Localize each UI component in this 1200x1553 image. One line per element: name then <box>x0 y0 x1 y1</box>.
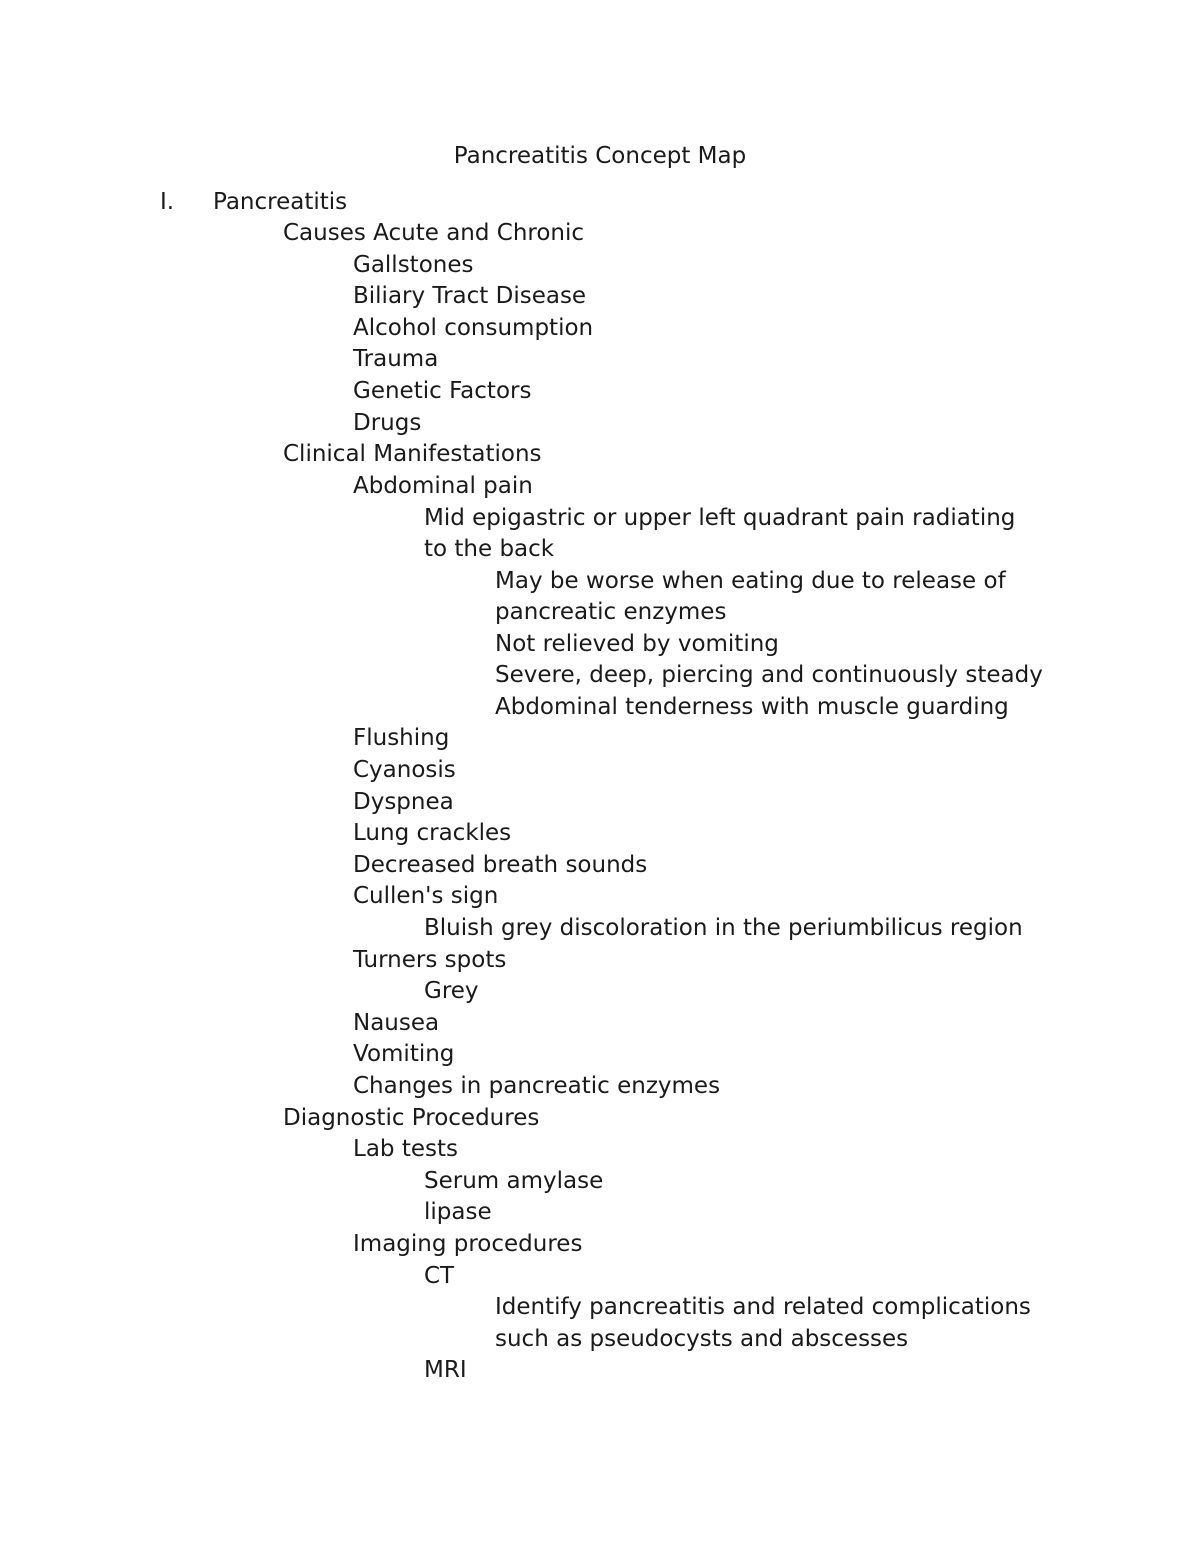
outline-text: Turners spots <box>353 947 507 973</box>
outline-text: Not relieved by vomiting <box>495 631 779 657</box>
outline-marker: I. <box>160 189 175 215</box>
outline-text: Clinical Manifestations <box>283 441 542 467</box>
page-title: Pancreatitis Concept Map <box>453 143 747 169</box>
outline-text: Vomiting <box>353 1041 455 1067</box>
outline-text: Grey <box>424 978 479 1004</box>
outline-text: Abdominal pain <box>353 473 533 499</box>
outline-text: Lab tests <box>353 1136 458 1162</box>
outline-text: Abdominal tenderness with muscle guarding <box>495 694 1009 720</box>
outline-text: Causes Acute and Chronic <box>283 220 585 246</box>
outline-text: Imaging procedures <box>353 1231 583 1257</box>
outline-text: Nausea <box>353 1010 440 1036</box>
outline-text: Dyspnea <box>353 789 454 815</box>
outline-text-continued: such as pseudocysts and abscesses <box>495 1326 909 1352</box>
outline-text: Pancreatitis <box>213 189 348 215</box>
outline-text: Trauma <box>353 346 439 372</box>
outline-text: Decreased breath sounds <box>353 852 648 878</box>
outline-text: lipase <box>424 1199 492 1225</box>
outline-text: Serum amylase <box>424 1168 604 1194</box>
outline-text: May be worse when eating due to release of <box>495 568 1006 594</box>
outline-text: Diagnostic Procedures <box>283 1105 540 1131</box>
outline-text: Mid epigastric or upper left quadrant pain radiating <box>424 505 1016 531</box>
outline-text: Alcohol consumption <box>353 315 594 341</box>
outline-text: Changes in pancreatic enzymes <box>353 1073 721 1099</box>
outline-text-continued: pancreatic enzymes <box>495 599 727 625</box>
outline-text: MRI <box>424 1357 467 1383</box>
outline-text: Cullen's sign <box>353 883 499 909</box>
outline-text-continued: to the back <box>424 536 555 562</box>
outline-text: Bluish grey discoloration in the periumbilicus region <box>424 915 1023 941</box>
outline-text: Biliary Tract Disease <box>353 283 587 309</box>
outline-text: Cyanosis <box>353 757 456 783</box>
outline-text: Severe, deep, piercing and continuously steady <box>495 662 1043 688</box>
outline-text: Identify pancreatitis and related complications <box>495 1294 1031 1320</box>
outline-text: Flushing <box>353 725 450 751</box>
outline-text: Drugs <box>353 410 422 436</box>
outline-text: Lung crackles <box>353 820 512 846</box>
outline-text: Gallstones <box>353 252 474 278</box>
outline-text: CT <box>424 1263 455 1289</box>
outline-text: Genetic Factors <box>353 378 532 404</box>
